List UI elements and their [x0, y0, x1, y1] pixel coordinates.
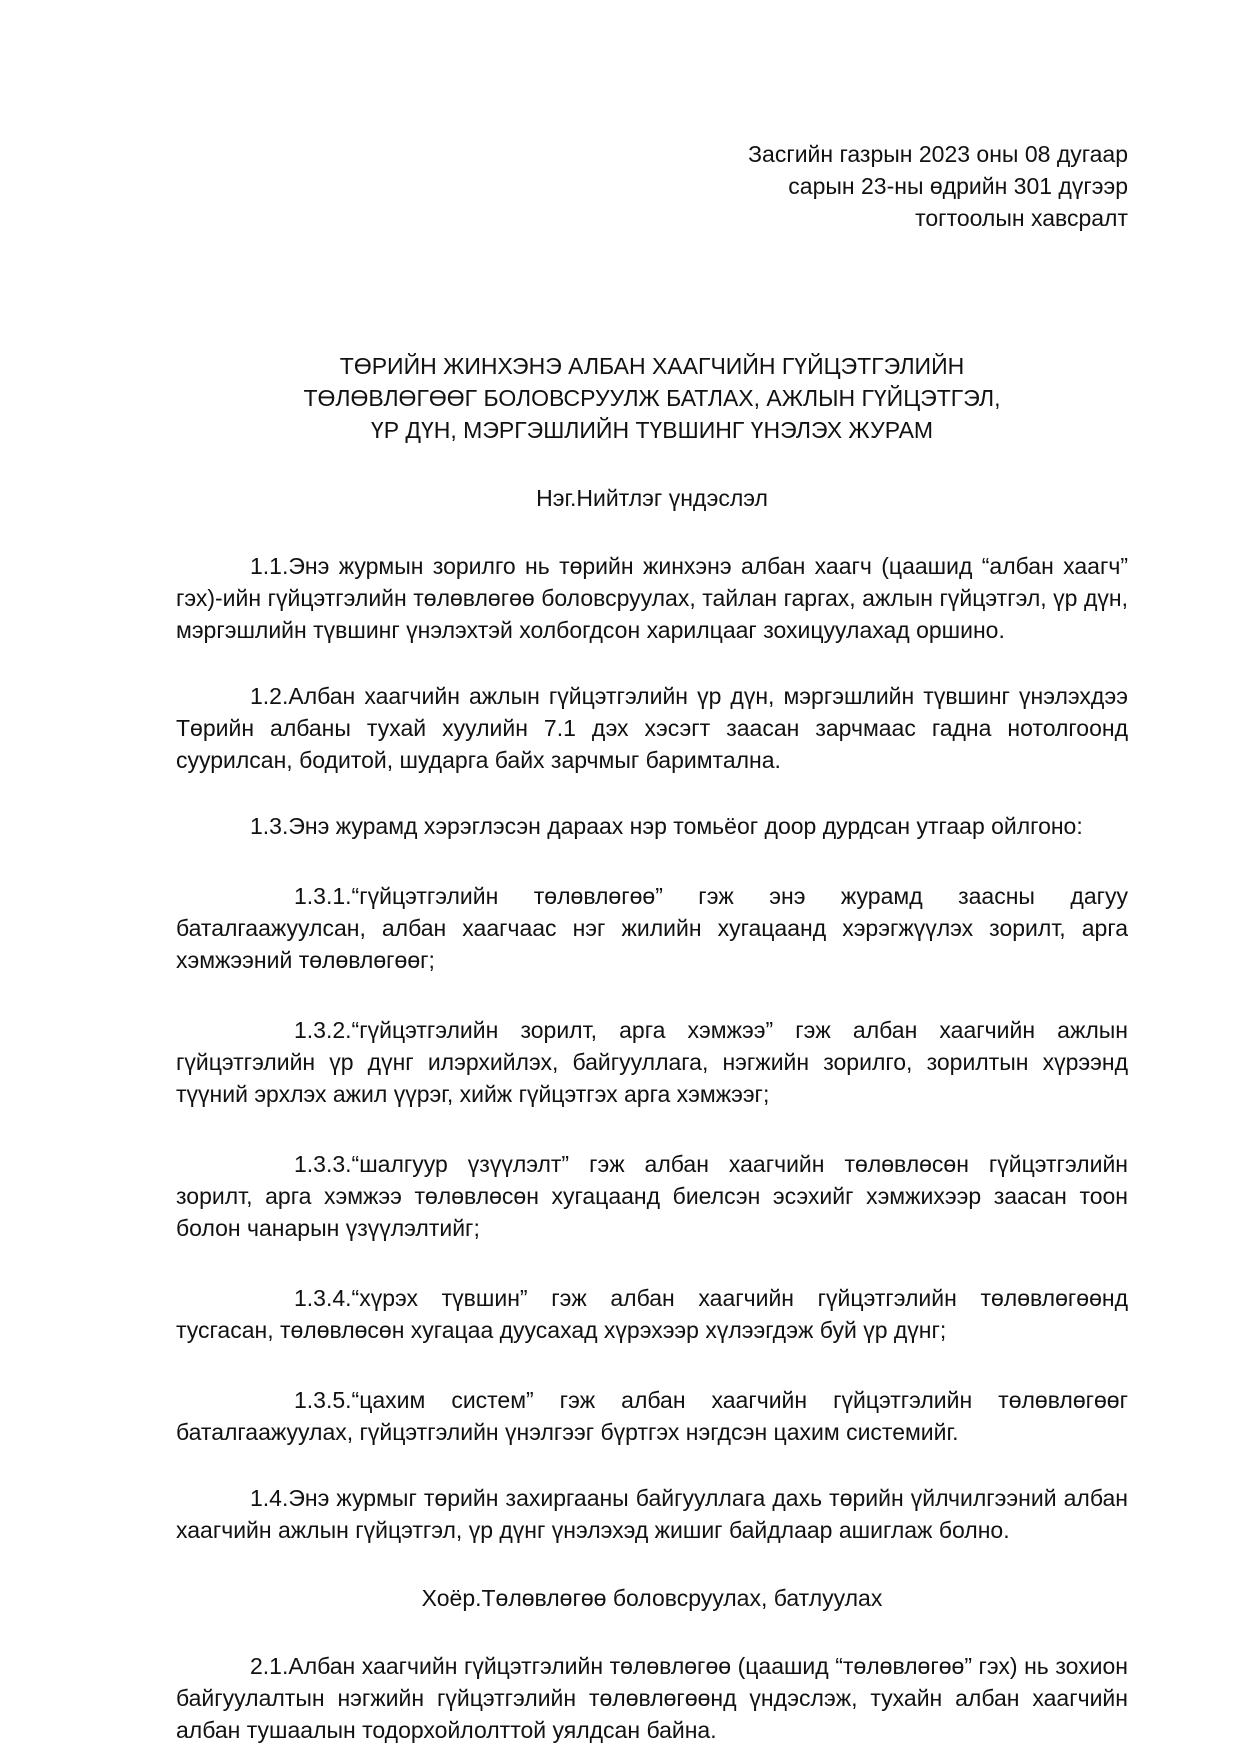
paragraph-1-3-5: 1.3.5.“цахим систем” гэж албан хаагчийн гүйцэтгэлийн төлөвлөгөөг баталгаажуулах, гүйцэтгэлийн үнэлгээг бүртгэх нэгдсэн цахим системийг.: [176, 1387, 1128, 1445]
paragraph-1-3: 1.3.Энэ журамд хэрэглэсэн дараах нэр томьёог доор дурдсан утгаар ойлгоно:: [250, 813, 1083, 839]
paragraph-2-1: 2.1.Албан хаагчийн гүйцэтгэлийн төлөвлөгөө (цаашид “төлөвлөгөө” гэх) нь зохион байгуулалтын нэгжийн гүйцэтгэлийн төлөвлөгөөнд үндэслэж, тухайн албан хаагчийн албан тушаалын тодорхойлолттой уялдсан байна.: [176, 1653, 1128, 1743]
paragraph-1-1: 1.1.Энэ журмын зорилго нь төрийн жинхэнэ албан хаагч (цаашид “албан хаагч” гэх)-ийн гүйцэтгэлийн төлөвлөгөө боловсруулах, тайлан гаргах, ажлын гүйцэтгэл, үр дүн, мэргэшлийн түвшинг үнэлэхтэй холбогдсон харилцааг зохицуулахад оршино.: [176, 553, 1128, 643]
approval-note-line: тогтоолын хавсралт: [915, 205, 1128, 231]
document-content: [176, 138, 1128, 1746]
approval-note: [176, 138, 1128, 234]
document-title: [176, 350, 1128, 446]
section-heading-1: Нэг.Нийтлэг үндэслэл: [536, 485, 768, 511]
paragraph-1-3-1: 1.3.1.“гүйцэтгэлийн төлөвлөгөө” гэж энэ журамд заасны дагуу баталгаажуулсан, албан хаагчаас нэг жилийн хугацаанд хэрэгжүүлэх зорилт, арга хэмжээний төлөвлөгөөг;: [176, 883, 1128, 973]
paragraph-1-2: 1.2.Албан хаагчийн ажлын гүйцэтгэлийн үр дүн, мэргэшлийн түвшинг үнэлэхдээ Төрийн албаны тухай хуулийн 7.1 дэх хэсэгт заасан зарчмаас гадна нотолгоонд суурилсан, бодитой, шударга байх зарчмыг баримтална.: [176, 683, 1128, 773]
approval-note-line: Засгийн газрын 2023 оны 08 дугаар: [748, 141, 1128, 167]
title-line: ТӨРИЙН ЖИНХЭНЭ АЛБАН ХААГЧИЙН ГҮЙЦЭТГЭЛИЙН: [339, 353, 965, 379]
section-heading-2: Хоёр.Төлөвлөгөө боловсруулах, батлуулах: [421, 1585, 883, 1611]
title-line: ҮР ДҮН, МЭРГЭШЛИЙН ТҮВШИНГ ҮНЭЛЭХ ЖУРАМ: [370, 417, 934, 443]
paragraph-1-4: 1.4.Энэ журмыг төрийн захиргааны байгууллага дахь төрийн үйлчилгээний албан хаагчийн ажлын гүйцэтгэл, үр дүнг үнэлэхэд жишиг байдлаар ашиглаж болно.: [176, 1485, 1128, 1543]
paragraph-1-3-4: 1.3.4.“хүрэх түвшин” гэж албан хаагчийн гүйцэтгэлийн төлөвлөгөөнд тусгасан, төлөвлөсөн хугацаа дуусахад хүрэхээр хүлээгдэж буй үр дүнг;: [176, 1285, 1128, 1343]
paragraph-1-3-3: 1.3.3.“шалгуур үзүүлэлт” гэж албан хаагчийн төлөвлөсөн гүйцэтгэлийн зорилт, арга хэмжээ төлөвлөсөн хугацаанд биелсэн эсэхийг хэмжихээр заасан тоон болон чанарын үзүүлэлтийг;: [176, 1151, 1128, 1241]
paragraph-1-3-2: 1.3.2.“гүйцэтгэлийн зорилт, арга хэмжээ” гэж албан хаагчийн ажлын гүйцэтгэлийн үр дүнг илэрхийлэх, байгууллага, нэгжийн зорилго, зорилтын хүрээнд түүний эрхлэх ажил үүрэг, хийж гүйцэтгэх арга хэмжээг;: [176, 1017, 1128, 1107]
title-line: ТӨЛӨВЛӨГӨӨГ БОЛОВСРУУЛЖ БАТЛАХ, АЖЛЫН ГҮЙЦЭТГЭЛ,: [303, 385, 1001, 411]
approval-note-line: сарын 23-ны өдрийн 301 дүгээр: [788, 173, 1128, 199]
